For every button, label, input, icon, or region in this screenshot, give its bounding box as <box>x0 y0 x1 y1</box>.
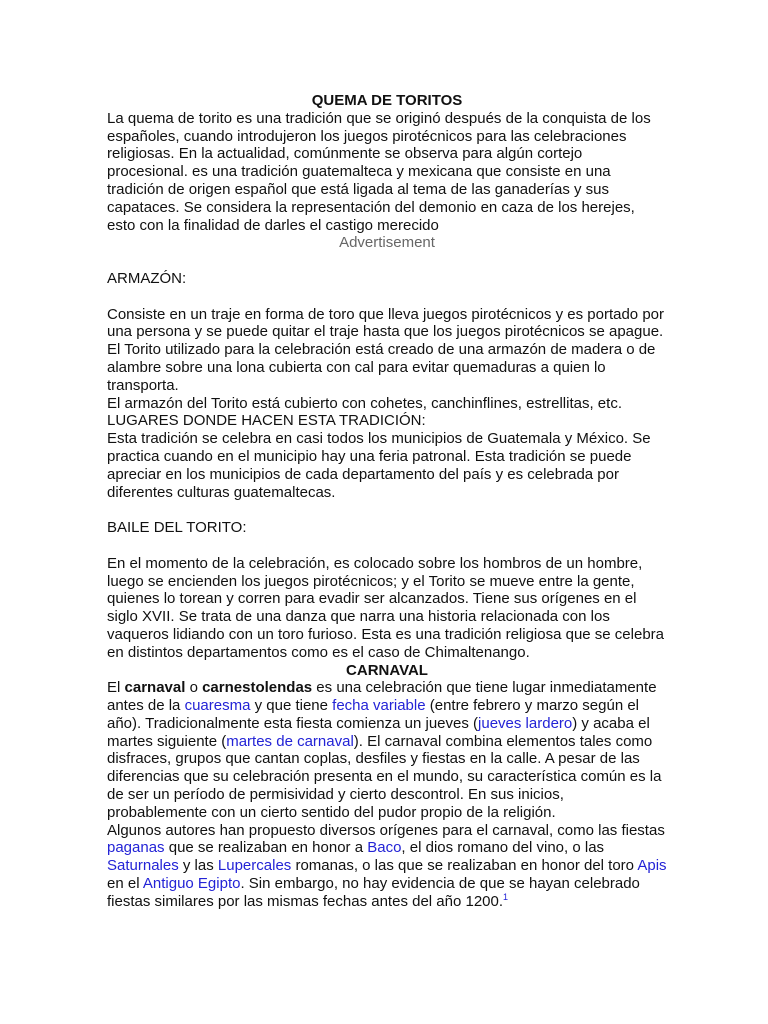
link-saturnales[interactable]: Saturnales <box>107 857 179 875</box>
bold-carnestolendas: carnestolendas <box>202 679 313 697</box>
armazon-paragraph-3: El armazón del Torito está cubierto con cohetes, canchinflines, estrellitas, etc. <box>107 394 622 412</box>
text-span: en el <box>107 875 143 893</box>
link-apis[interactable]: Apis <box>637 857 667 875</box>
text-span: Algunos autores han propuesto diversos orígenes para el carnaval, como las fiestas <box>107 821 665 839</box>
link-fecha-variable[interactable]: fecha variable <box>332 697 426 715</box>
advertisement-label: Advertisement <box>339 234 435 252</box>
text-span: (entre febrero y marzo según el año). Tradicionalmente esta fiesta comienza un jueves ( <box>107 697 639 732</box>
title-quema-de-toritos: QUEMA DE TORITOS <box>311 92 463 109</box>
armazon-paragraph-2: El Torito utilizado para la celebración está creado de una armazón de madera o de alambre sobre una lona cubierta con cal para evitar quemaduras a quien lo transporta. <box>107 341 656 394</box>
link-cuaresma[interactable]: cuaresma <box>184 697 251 715</box>
text-span: El <box>107 679 125 697</box>
heading-baile: BAILE DEL TORITO: <box>107 519 247 537</box>
text-span: , el dios romano del vino, o las <box>401 839 605 857</box>
carnaval-paragraph-1 <box>107 679 667 821</box>
lugares-paragraph: Esta tradición se celebra en casi todos los municipios de Guatemala y México. Se practica cuando en el municipio hay una feria patronal. Esta tradición se puede apreciar en los municipios de cada departamento del país y es celebrada por diferentes culturas guatemaltecas. <box>107 430 651 501</box>
link-lupercales[interactable]: Lupercales <box>217 857 292 875</box>
link-jueves-lardero[interactable]: jueves lardero <box>478 714 573 732</box>
title-carnaval: CARNAVAL <box>346 661 428 679</box>
link-antiguo-egipto[interactable]: Antiguo Egipto <box>142 875 241 893</box>
footnote-ref[interactable]: 1 <box>503 891 509 902</box>
text-span: y las <box>178 857 218 875</box>
carnaval-paragraph-2 <box>107 822 667 911</box>
text-span: ) y acaba el martes siguiente ( <box>107 714 650 750</box>
text-span: ). El carnaval combina elementos tales como disfraces, grupos que cantan coplas, desfiles y fiestas en la calle. A pesar de las diferencias que su celebración presenta en el mundo, su característica común es la de ser un período de permisividad y cierto descontrol. En sus inicios, probablemente con un cierto sentido del pudor propio de la religión. <box>107 732 662 821</box>
document-body <box>107 92 667 911</box>
text-span: es una celebración que tiene lugar inmediatamente antes de la <box>107 679 657 715</box>
heading-lugares: LUGARES DONDE HACEN ESTA TRADICIÓN: <box>107 412 426 430</box>
text-span: que se realizaban en honor a <box>164 839 368 857</box>
link-paganas[interactable]: paganas <box>107 839 165 857</box>
intro-paragraph: La quema de torito es una tradición que se originó después de la conquista de los españoles, cuando introdujeron los juegos pirotécnicos para las celebraciones religiosas. En la actualidad, comúnmente se observa para algún cortejo procesional. es una tradición guatemalteca y mexicana que consiste en una tradición de origen español que está ligada al tema de las ganaderías y sus capataces. Se considera la representación del demonio en caza de los herejes, esto con la finalidad de darles el castigo merecido <box>107 109 651 234</box>
text-span: . Sin embargo, no hay evidencia de que se hayan celebrado fiestas similares por las mismas fechas antes del año 1200. <box>107 875 640 910</box>
link-baco[interactable]: Baco <box>367 839 402 857</box>
link-martes-de-carnaval[interactable]: martes de carnaval <box>226 732 354 750</box>
bold-carnaval: carnaval <box>124 679 186 697</box>
text-span: y que tiene <box>250 697 333 715</box>
heading-armazon: ARMAZÓN: <box>107 269 187 287</box>
text-span: o <box>185 679 203 697</box>
baile-paragraph: En el momento de la celebración, es colocado sobre los hombros de un hombre, luego se encienden los juegos pirotécnicos; y el Torito se mueve entre la gente, quienes lo torean y corren para evadir ser alcanzados. Tiene sus orígenes en el siglo XVII. Se trata de una danza que narra una historia relacionada con los vaqueros lidiando con un toro furioso. Esta es una tradición religiosa que se celebra en distintos departamentos como es el caso de Chimaltenango. <box>107 554 665 661</box>
armazon-paragraph-1: Consiste en un traje en forma de toro que lleva juegos pirotécnicos y es portado por una persona y se puede quitar el traje hasta que los juegos pirotécnicos se apague. <box>107 305 664 341</box>
text-span: romanas, o las que se realizaban en honor del toro <box>291 857 638 875</box>
